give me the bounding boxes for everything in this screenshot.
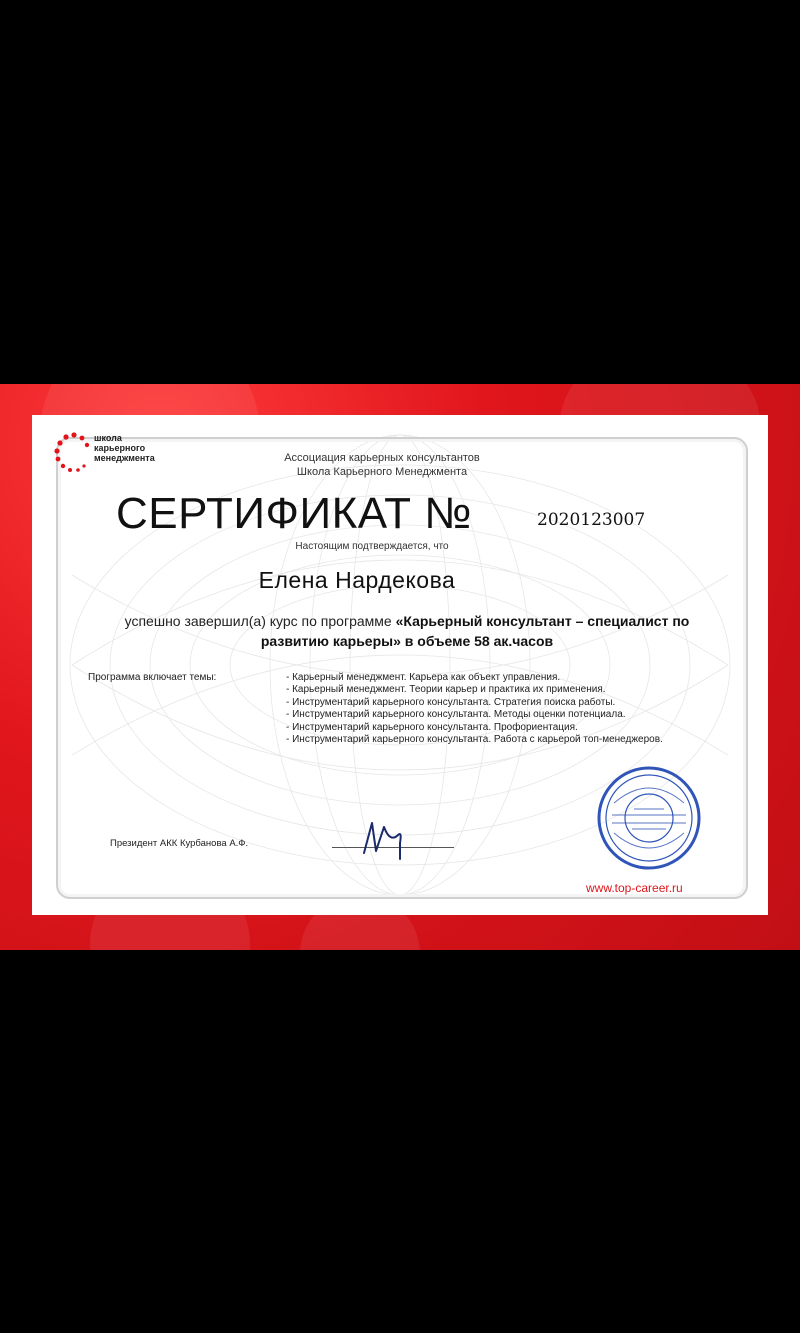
topic-item: - Инструментарий карьерного консультанта. Стратегия поиска работы. <box>286 696 616 708</box>
topic-item: - Карьерный менеджмент. Теории карьер и практика их применения. <box>286 684 606 696</box>
handwritten-signature <box>354 813 424 863</box>
certificate-number: 2020123007 <box>537 510 646 530</box>
course-name: «Карьерный консультант – специалист по развитию карьеры» в объеме 58 ак.часов <box>260 613 690 649</box>
school-name: Школа Карьерного Менеджмента <box>296 466 468 478</box>
program-label: Программа включает темы: <box>88 672 217 683</box>
official-stamp-icon <box>594 763 704 873</box>
topic-item: - Инструментарий карьерного консультанта. Профориентация. <box>286 721 578 733</box>
topic-item: - Инструментарий карьерного консультанта. Работа с карьерой топ-менеджеров. <box>286 734 663 746</box>
course-intro: успешно завершил(а) курс по программе <box>124 613 392 629</box>
association-name: Ассоциация карьерных консультантов <box>284 452 480 464</box>
confirmation-text: Настоящим подтверждается, что <box>295 541 449 552</box>
association-header <box>232 451 532 479</box>
website-link[interactable]: www.top-career.ru <box>586 881 683 895</box>
program-topics <box>286 672 736 746</box>
recipient-name: Елена Нардекова <box>258 567 456 593</box>
course-description <box>102 611 712 651</box>
president-signature-label: Президент АКК Курбанова А.Ф. <box>110 838 249 849</box>
school-logo-text: школа карьерного менеджмента <box>94 433 155 463</box>
certificate-title: СЕРТИФИКАТ № <box>116 489 472 538</box>
topic-item: - Инструментарий карьерного консультанта. Методы оценки потенциала. <box>286 709 626 721</box>
topic-item: - Карьерный менеджмент. Карьера как объект управления. <box>286 672 561 683</box>
certificate-card <box>32 415 768 915</box>
